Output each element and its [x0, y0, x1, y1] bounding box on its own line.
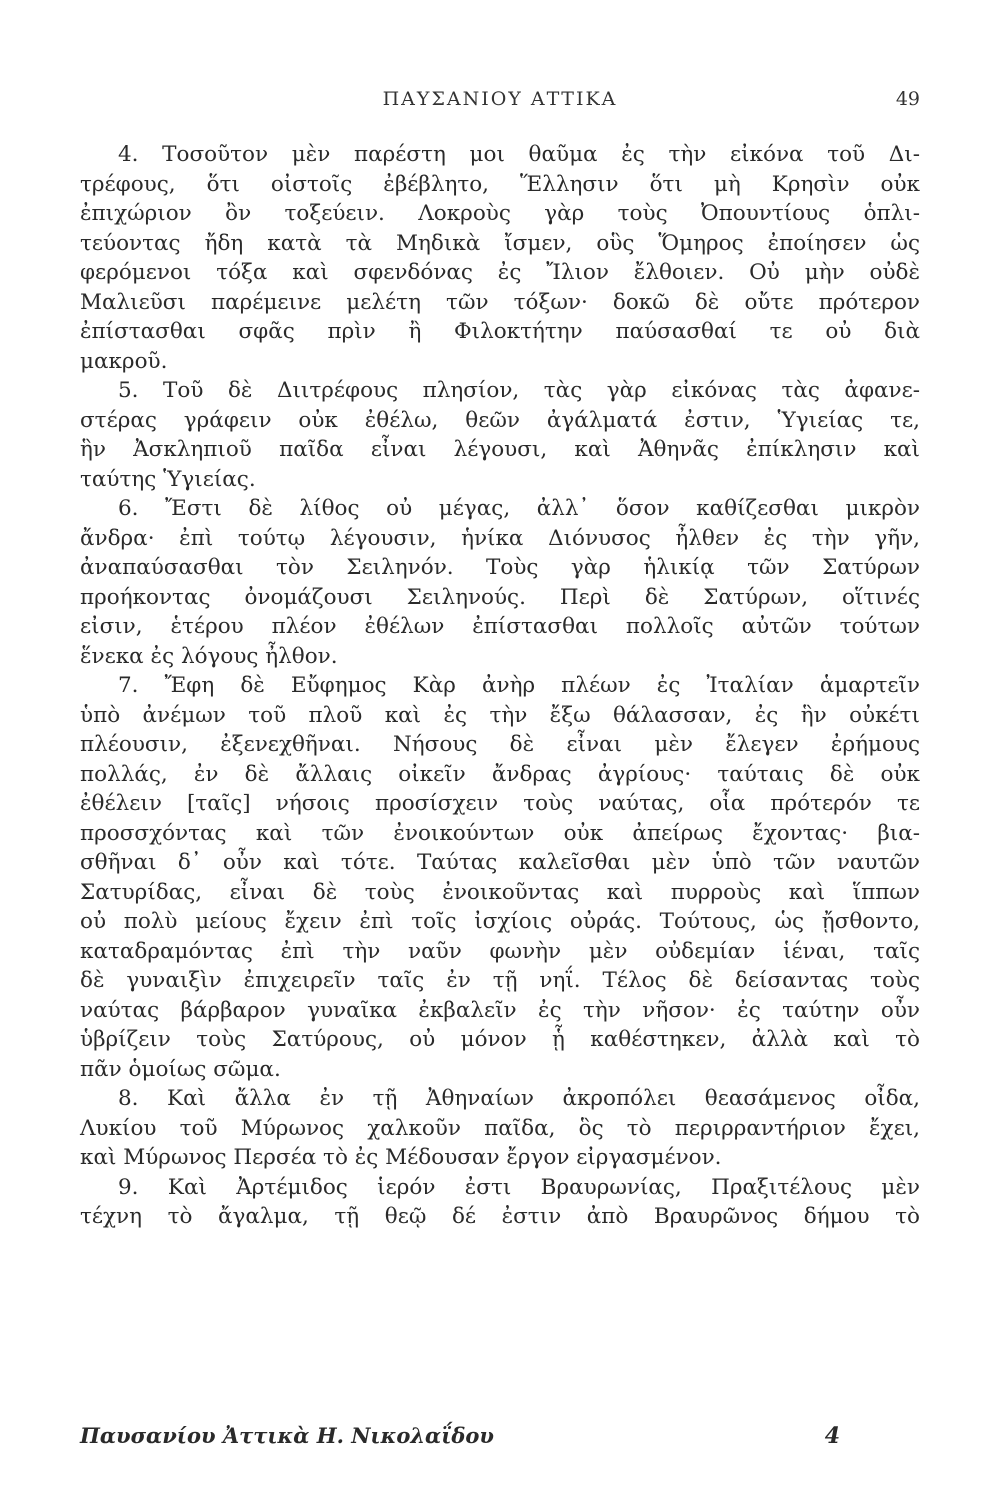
- text-line: τέχνη τὸ ἄγαλμα, τῇ θεῷ δέ ἐστιν ἀπὸ Βραυρῶνος δήμου τὸ: [80, 1204, 920, 1229]
- text-line: 6. Ἔστι δὲ λίθος οὐ μέγας, ἀλλ᾽ ὅσον καθίζεσθαι μικρὸν: [118, 496, 920, 521]
- text-line: 8. Καὶ ἄλλα ἐν τῇ Ἀθηναίων ἀκροπόλει θεασάμενος οἶδα,: [118, 1086, 920, 1111]
- text-line: προήκοντας ὀνομάζουσι Σειληνούς. Περὶ δὲ Σατύρων, οἵτινές: [80, 584, 920, 610]
- text-line: πᾶν ὁμοίως σῶμα.: [80, 1056, 281, 1082]
- text-line: Λυκίου τοῦ Μύρωνος χαλκοῦν παῖδα, ὃς τὸ περιρραντήριον ἔχει,: [80, 1115, 920, 1141]
- text-line: ὑβρίζειν τοὺς Σατύρους, οὐ μόνον ᾗ καθέστηκεν, ἀλλὰ καὶ τὸ: [80, 1027, 920, 1052]
- text-line: Σατυρίδας, εἶναι δὲ τοὺς ἐνοικοῦντας καὶ πυρροὺς καὶ ἵππων: [80, 879, 920, 905]
- signature-mark: 4: [824, 1423, 840, 1449]
- text-line: 5. Τοῦ δὲ Διιτρέφους πλησίον, τὰς γὰρ εἰκόνας τὰς ἀφανε-: [118, 378, 920, 403]
- text-line: σθῆναι δ᾽ οὖν καὶ τότε. Ταύτας καλεῖσθαι μὲν ὑπὸ τῶν ναυτῶν: [80, 850, 920, 875]
- text-line: προσσχόντας καὶ τῶν ἐνοικούντων οὐκ ἀπείρως ἔχοντας· βια-: [80, 820, 920, 846]
- text-line: δὲ γυναιξὶν ἐπιχειρεῖν ταῖς ἐν τῇ νηΐ. Τέλος δὲ δείσαντας τοὺς: [80, 968, 920, 993]
- text-line: ὑπὸ ἀνέμων τοῦ πλοῦ καὶ ἐς τὴν ἔξω θάλασσαν, ἐς ἣν οὐκέτι: [80, 702, 920, 728]
- text-line: ἐθέλειν [ταῖς] νήσοις προσίσχειν τοὺς ναύτας, οἷα πρότερόν τε: [80, 791, 920, 816]
- page-number: 49: [895, 88, 920, 110]
- text-line: ταύτης Ὑγιείας.: [80, 466, 256, 492]
- text-line: 4. Τοσοῦτον μὲν παρέστη μοι θαῦμα ἐς τὴν εἰκόνα τοῦ Δι-: [118, 142, 920, 167]
- text-line: ἐπιχώριον ὂν τοξεύειν. Λοκροὺς γὰρ τοὺς Ὀπουντίους ὁπλι-: [80, 201, 920, 226]
- text-line: ἀναπαύσασθαι τὸν Σειληνόν. Τοὺς γὰρ ἡλικίᾳ τῶν Σατύρων: [80, 555, 920, 580]
- text-line: μακροῦ.: [80, 348, 168, 374]
- text-line: πολλάς, ἐν δὲ ἄλλαις οἰκεῖν ἄνδρας ἀγρίους· ταύταις δὲ οὐκ: [80, 761, 920, 787]
- text-line: φερόμενοι τόξα καὶ σφενδόνας ἐς Ἴλιον ἔλθοιεν. Οὐ μὴν οὐδὲ: [80, 260, 920, 285]
- text-line: πλέουσιν, ἐξενεχθῆναι. Νήσους δὲ εἶναι μὲν ἔλεγεν ἐρήμους: [80, 732, 920, 757]
- text-line: ἣν Ἀσκληπιοῦ παῖδα εἶναι λέγουσι, καὶ Ἀθηνᾶς ἐπίκλησιν καὶ: [80, 437, 920, 462]
- text-line: εἰσιν, ἑτέρου πλέον ἐθέλων ἐπίστασθαι πολλοῖς αὐτῶν τούτων: [80, 614, 920, 639]
- text-line: τεύοντας ἤδη κατὰ τὰ Μηδικὰ ἴσμεν, οὓς Ὅμηρος ἐποίησεν ὡς: [80, 230, 920, 256]
- text-line: ἐπίστασθαι σφᾶς πρὶν ἢ Φιλοκτήτην παύσασθαί τε οὐ διὰ: [80, 319, 920, 344]
- text-line: τρέφους, ὅτι οἰστοῖς ἐβέβλητο, Ἕλλησιν ὅτι μὴ Κρησὶν οὐκ: [80, 171, 920, 197]
- running-title: ΠΑΥΣΑΝΙΟΥ ΑΤΤΙΚΑ: [382, 88, 618, 110]
- text-line: καὶ Μύρωνος Περσέα τὸ ἐς Μέδουσαν ἔργον εἰργασμένον.: [80, 1145, 722, 1170]
- text-line: στέρας γράφειν οὐκ ἐθέλω, θεῶν ἀγάλματά ἐστιν, Ὑγιείας τε,: [80, 407, 920, 433]
- text-line: καταδραμόντας ἐπὶ τὴν ναῦν φωνὴν μὲν οὐδεμίαν ἱέναι, ταῖς: [80, 938, 920, 964]
- body-text: [80, 140, 920, 1232]
- footer-book-title: Παυσανίου Ἀττικὰ Η. Νικολαΐδου: [80, 1423, 494, 1448]
- page-footer: [80, 1423, 840, 1455]
- page-header: [80, 88, 920, 118]
- text-line: ἄνδρα· ἐπὶ τούτῳ λέγουσιν, ἡνίκα Διόνυσος ἦλθεν ἐς τὴν γῆν,: [80, 525, 920, 551]
- text-line: ναύτας βάρβαρον γυναῖκα ἐκβαλεῖν ἐς τὴν νῆσον· ἐς ταύτην οὖν: [80, 997, 920, 1023]
- text-line: 9. Καὶ Ἀρτέμιδος ἱερόν ἐστι Βραυρωνίας, Πραξιτέλους μὲν: [118, 1174, 920, 1200]
- text-line: ἕνεκα ἐς λόγους ἦλθον.: [80, 643, 338, 669]
- text-line: Μαλιεῦσι παρέμεινε μελέτη τῶν τόξων· δοκῶ δὲ οὔτε πρότερον: [80, 289, 920, 315]
- text-line: 7. Ἔφη δὲ Εὔφημος Κὰρ ἀνὴρ πλέων ἐς Ἰταλίαν ἁμαρτεῖν: [118, 673, 920, 698]
- text-line: οὐ πολὺ μείους ἔχειν ἐπὶ τοῖς ἰσχίοις οὐράς. Τούτους, ὡς ᾔσθοντο,: [80, 909, 920, 934]
